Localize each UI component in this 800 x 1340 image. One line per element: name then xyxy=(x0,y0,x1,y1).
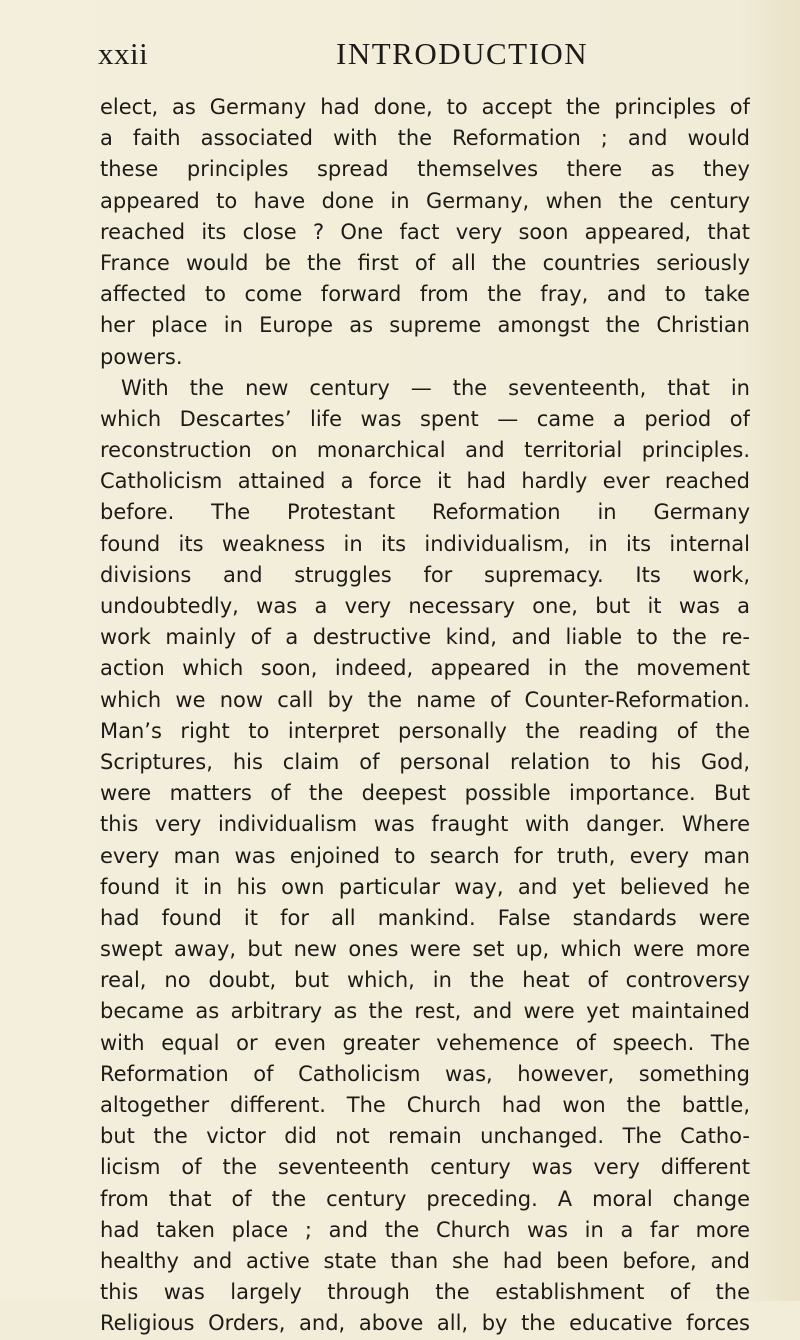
text-line: became as arbitrary as the rest, and were yet maintained xyxy=(100,999,750,1024)
page-number: xxii xyxy=(98,36,149,71)
body-text xyxy=(100,92,750,1340)
text-line: found its weakness in its individualism, in its internal xyxy=(100,531,750,556)
text-line: elect, as Germany had done, to accept the principles of xyxy=(100,95,750,119)
text-line: swept away, but new ones were set up, which were more xyxy=(100,937,750,962)
text-line: had found it for all mankind. False standards were xyxy=(100,905,750,930)
text-line: Scriptures, his claim of personal relation to his God, xyxy=(100,749,750,774)
text-line: reached its close ? One fact very soon appeared, that xyxy=(100,219,750,244)
text-line: undoubtedly, was a very necessary one, but it was a xyxy=(100,594,750,618)
text-line: had taken place ; and the Church was in a far more xyxy=(100,1217,750,1242)
text-line: before. The Protestant Reformation in Germany xyxy=(100,500,750,525)
text-line: were matters of the deepest possible importance. But xyxy=(100,781,750,806)
text-line: powers. xyxy=(100,344,183,369)
text-line: Religious Orders, and, above all, by the educative forces xyxy=(100,1311,750,1336)
running-head xyxy=(98,36,730,76)
text-line: action which soon, indeed, appeared in the movement xyxy=(100,656,750,681)
text-line: every man was enjoined to search for truth, every man xyxy=(100,843,750,868)
text-line: which Descartes’ life was spent — came a period of xyxy=(100,406,750,431)
text-line: affected to come forward from the fray, and to take xyxy=(100,282,750,307)
text-line: her place in Europe as supreme amongst the Christian xyxy=(100,313,750,338)
text-line: a faith associated with the Reformation ; and would xyxy=(100,126,750,151)
text-line: Catholicism attained a force it had hardly ever reached xyxy=(100,469,750,494)
paragraph-first-line: With the new century — the seventeenth, that in xyxy=(121,375,750,400)
text-line: licism of the seventeenth century was very different xyxy=(100,1155,750,1180)
text-line: altogether different. The Church had won the battle, xyxy=(100,1093,750,1117)
text-line: appeared to have done in Germany, when the century xyxy=(100,188,750,213)
text-line: this was largely through the establishment of the xyxy=(100,1280,750,1305)
text-line: Man’s right to interpret personally the reading of the xyxy=(100,718,750,743)
text-line: France would be the first of all the countries seriously xyxy=(100,250,750,275)
text-line: this very individualism was fraught with danger. Where xyxy=(100,812,750,837)
text-line: which we now call by the name of Counter-Reformation. xyxy=(100,687,750,712)
text-line: found it in his own particular way, and yet believed he xyxy=(100,874,750,899)
text-line: Reformation of Catholicism was, however, something xyxy=(100,1061,750,1086)
text-line: healthy and active state than she had been before, and xyxy=(100,1248,750,1273)
section-title: INTRODUCTION xyxy=(336,36,589,71)
text-line: but the victor did not remain unchanged. The Catho- xyxy=(100,1124,750,1149)
text-line: real, no doubt, but which, in the heat of controversy xyxy=(100,968,750,993)
text-line: from that of the century preceding. A moral change xyxy=(100,1186,750,1211)
text-line: work mainly of a destructive kind, and liable to the re- xyxy=(100,625,750,650)
text-line: divisions and struggles for supremacy. Its work, xyxy=(100,562,750,587)
text-line: with equal or even greater vehemence of speech. The xyxy=(100,1030,750,1055)
text-line: these principles spread themselves there as they xyxy=(100,157,750,182)
text-line: reconstruction on monarchical and territorial principles. xyxy=(100,438,750,463)
